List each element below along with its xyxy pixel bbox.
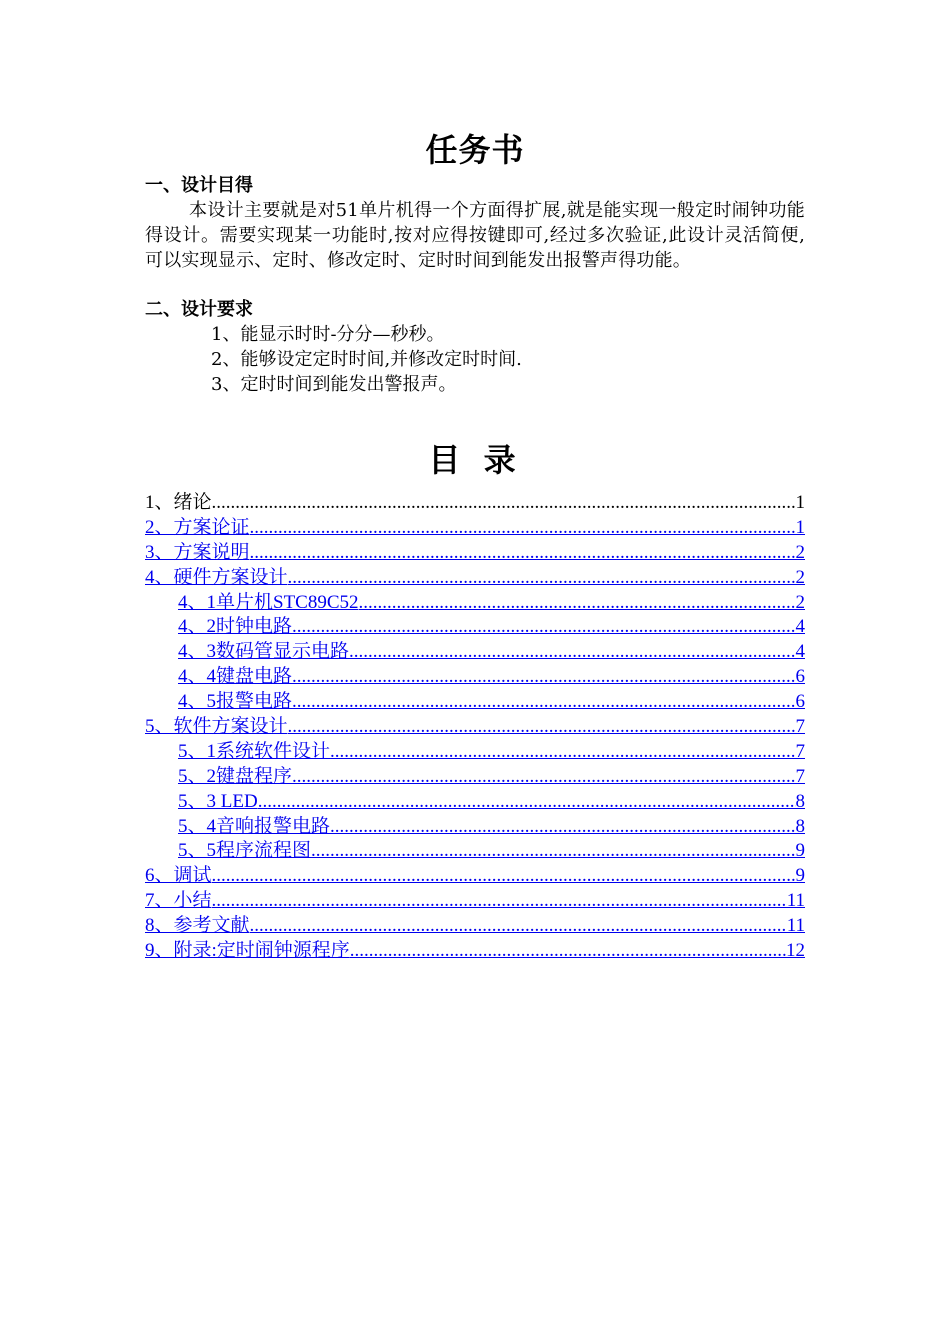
toc-title: 目 录 xyxy=(428,441,522,479)
toc-entry-led[interactable] xyxy=(145,790,805,815)
design-requirements-heading: 二、设计要求 xyxy=(145,299,253,320)
toc-entry-label: 4、4键盘电路 xyxy=(178,666,293,688)
toc-entry-debugging[interactable] xyxy=(145,864,805,889)
toc-entry-keyboard-circuit[interactable] xyxy=(145,665,805,690)
toc-entry-label: 5、1系统软件设计 xyxy=(178,740,331,762)
toc-entry-page: 12 xyxy=(786,940,805,962)
toc-dot-leader xyxy=(350,939,786,964)
toc-entry-appendix[interactable] xyxy=(145,939,805,964)
toc-dot-leader xyxy=(212,889,787,914)
toc-entry-page: 11 xyxy=(786,915,805,937)
toc-entry-page: 4 xyxy=(795,641,805,663)
toc-entry-label: 5、4音响报警电路 xyxy=(178,815,331,837)
toc-entry-label: 5、5程序流程图 xyxy=(178,840,312,862)
toc-entry-page: 11 xyxy=(786,890,805,912)
requirement-item-3: 3、定时时间到能发出警报声。 xyxy=(211,374,457,395)
toc-entry-page: 7 xyxy=(795,716,805,738)
toc-entry-audio-alarm[interactable] xyxy=(145,815,805,840)
requirement-item-2: 2、能够设定定时时间,并修改定时时间. xyxy=(211,349,522,370)
toc-dot-leader xyxy=(349,640,795,665)
toc-dot-leader xyxy=(359,591,796,616)
toc-dot-leader xyxy=(288,715,796,740)
toc-entry-display-circuit[interactable] xyxy=(145,640,805,665)
toc-entry-label: 4、2时钟电路 xyxy=(178,616,293,638)
toc-entry-scheme-demonstration[interactable] xyxy=(145,516,805,541)
toc-entry-flowchart[interactable] xyxy=(145,839,805,864)
toc-entry-introduction xyxy=(145,491,805,516)
requirement-item-1: 1、能显示时时-分分—秒秒。 xyxy=(211,324,445,345)
toc-entry-page: 2 xyxy=(795,566,805,588)
task-title: 任务书 xyxy=(425,131,525,169)
toc-entry-clock-circuit[interactable] xyxy=(145,615,805,640)
toc-entry-scheme-description[interactable] xyxy=(145,541,805,566)
toc-entry-label: 8、参考文献 xyxy=(145,915,250,937)
toc-entry-label: 5、3 LED xyxy=(178,790,258,812)
toc-entry-page: 2 xyxy=(795,541,805,563)
toc-entry-page: 9 xyxy=(795,865,805,887)
toc-dot-leader xyxy=(288,566,796,591)
toc-entry-label: 4、硬件方案设计 xyxy=(145,566,288,588)
toc-entry-label: 4、3数码管显示电路 xyxy=(178,641,350,663)
toc-entry-page: 1 xyxy=(795,516,805,538)
toc-entry-label: 3、方案说明 xyxy=(145,541,250,563)
toc-dot-leader xyxy=(258,790,796,815)
toc-dot-leader xyxy=(292,690,795,715)
design-requirements-section xyxy=(145,298,805,397)
toc-entry-label: 5、2键盘程序 xyxy=(178,765,293,787)
toc-entry-software-design[interactable] xyxy=(145,715,805,740)
toc-entry-label: 7、小结 xyxy=(145,890,212,912)
toc-entry-page: 1 xyxy=(795,492,805,513)
toc-entry-label: 5、软件方案设计 xyxy=(145,716,288,738)
design-purpose-section xyxy=(145,174,805,273)
toc-entry-label: 6、调试 xyxy=(145,865,212,887)
toc-dot-leader xyxy=(330,740,795,765)
toc-entry-system-software[interactable] xyxy=(145,740,805,765)
toc-entry-page: 7 xyxy=(795,765,805,787)
design-purpose-body: 本设计主要就是对51单片机得一个方面得扩展,就是能实现一般定时闹钟功能得设计。需要实现某一功能时,按对应得按键即可,经过多次验证,此设计灵活简便,可以实现显示、定时、修改定时、定时时间到能发出报警声得功能。 xyxy=(145,200,805,271)
toc-entry-label: 2、方案论证 xyxy=(145,516,250,538)
toc-entry-page: 7 xyxy=(795,740,805,762)
toc-entry-page: 6 xyxy=(795,691,805,713)
toc-dot-leader xyxy=(292,765,795,790)
toc-dot-leader xyxy=(311,839,795,864)
toc-dot-leader xyxy=(212,491,796,516)
toc-entry-label: 4、1单片机STC89C52 xyxy=(178,591,359,613)
toc-entry-hardware-design[interactable] xyxy=(145,566,805,591)
toc-entry-label: 4、5报警电路 xyxy=(178,691,293,713)
toc-entry-keyboard-program[interactable] xyxy=(145,765,805,790)
toc-entry-page: 8 xyxy=(795,815,805,837)
toc-entry-page: 4 xyxy=(795,616,805,638)
toc-entry-mcu[interactable] xyxy=(145,591,805,616)
toc-entry-page: 2 xyxy=(795,591,805,613)
toc-entry-label: 9、附录:定时闹钟源程序 xyxy=(145,940,350,962)
toc-dot-leader xyxy=(292,665,795,690)
toc-entry-label: 1、绪论 xyxy=(145,492,212,513)
toc-dot-leader xyxy=(250,914,787,939)
toc-entry-page: 9 xyxy=(795,840,805,862)
toc-entry-alarm-circuit[interactable] xyxy=(145,690,805,715)
toc-dot-leader xyxy=(250,541,796,566)
design-purpose-heading: 一、设计目得 xyxy=(145,175,253,196)
toc-dot-leader xyxy=(292,615,795,640)
toc-entry-summary[interactable] xyxy=(145,889,805,914)
toc-entry-page: 6 xyxy=(795,666,805,688)
toc-dot-leader xyxy=(212,864,796,889)
toc-entry-references[interactable] xyxy=(145,914,805,939)
toc-dot-leader xyxy=(250,516,796,541)
toc-entry-page: 8 xyxy=(795,790,805,812)
toc-dot-leader xyxy=(330,815,795,840)
table-of-contents xyxy=(145,491,805,964)
